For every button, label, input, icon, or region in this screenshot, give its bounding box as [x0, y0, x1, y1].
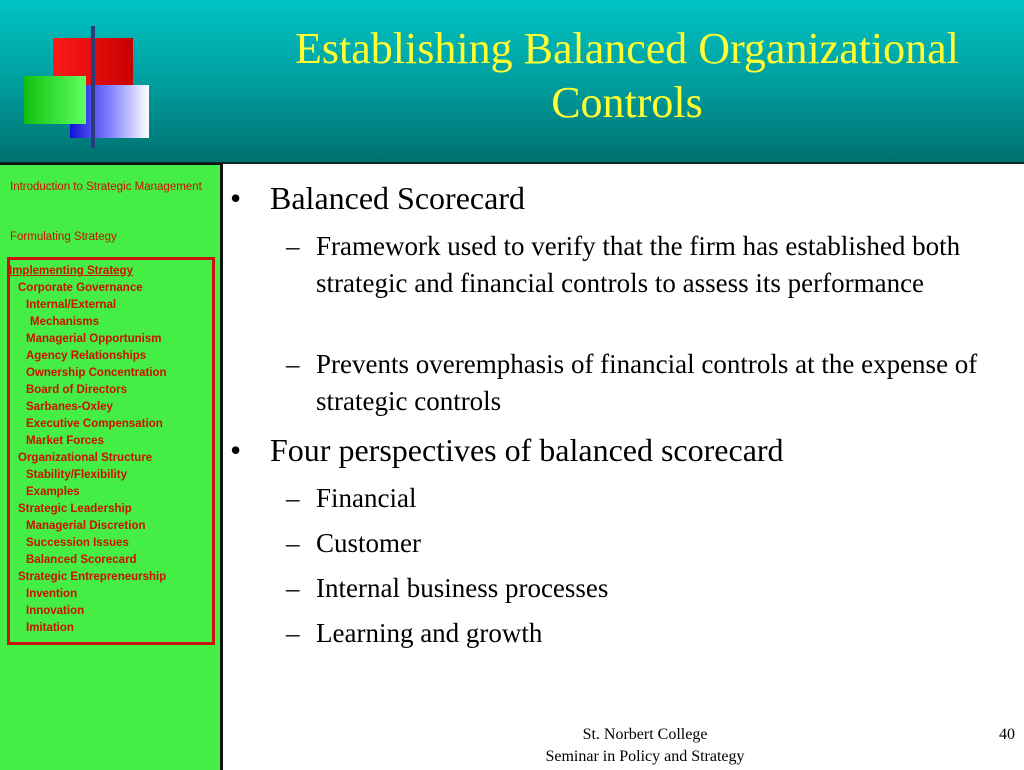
dash-marker: – — [286, 231, 300, 261]
slide-header — [0, 0, 1024, 164]
nav-subitem[interactable]: Managerial Discretion — [26, 520, 146, 532]
sub-bullet-text: Financial — [316, 483, 417, 513]
logo-green-square — [24, 76, 86, 124]
nav-subitem[interactable]: Sarbanes-Oxley — [26, 401, 113, 413]
nav-subitem[interactable]: Innovation — [26, 605, 85, 617]
sub-bullet-text: Customer — [316, 528, 421, 558]
nav-subitem[interactable]: Agency Relationships — [26, 350, 147, 362]
slide-footer — [470, 724, 820, 768]
slide-title: Establishing Balanced Organizational Controls — [295, 24, 959, 127]
nav-subitem[interactable]: Organizational Structure — [18, 452, 153, 464]
bullet-marker: • — [230, 432, 242, 468]
nav-subitem[interactable]: Executive Compensation — [26, 418, 163, 430]
college-logo — [0, 0, 160, 160]
sidebar-nav — [0, 163, 223, 770]
nav-subitem[interactable]: Stability/Flexibility — [26, 469, 127, 481]
nav-subitem[interactable]: Examples — [26, 486, 80, 498]
nav-subitem[interactable]: Strategic Entrepreneurship — [18, 571, 167, 583]
footer-course: Seminar in Policy and Strategy — [545, 748, 745, 765]
nav-item-intro[interactable]: Introduction to Strategic Management — [10, 181, 202, 193]
dash-marker: – — [286, 528, 300, 558]
nav-subitem[interactable]: Imitation — [26, 622, 74, 634]
nav-subitem[interactable]: Internal/External — [26, 299, 117, 311]
dash-marker: – — [286, 483, 300, 513]
nav-subitem[interactable]: Balanced Scorecard — [26, 554, 137, 566]
bullet-marker: • — [230, 180, 242, 216]
dash-marker: – — [286, 349, 300, 379]
sub-bullet-text: Prevents overemphasis of financial controls at the expense of strategic controls — [316, 349, 978, 416]
sub-bullet-text: Framework used to verify that the firm has established both strategic and financial controls to assess its performance — [316, 231, 961, 298]
nav-subitem[interactable]: Succession Issues — [26, 537, 129, 549]
dash-marker: – — [286, 573, 300, 603]
nav-item-implementing-selected[interactable]: Implementing Strategy — [9, 265, 133, 277]
nav-subsection-list — [0, 280, 215, 637]
footer-college: St. Norbert College — [582, 726, 708, 743]
nav-subitem[interactable]: Board of Directors — [26, 384, 127, 396]
nav-subitem[interactable]: Invention — [26, 588, 78, 600]
nav-item-formulating[interactable]: Formulating Strategy — [10, 231, 117, 243]
nav-subitem[interactable]: Ownership Concentration — [26, 367, 167, 379]
slide-body — [226, 168, 1016, 688]
nav-subitem[interactable]: Managerial Opportunism — [26, 333, 162, 345]
dash-marker: – — [286, 618, 300, 648]
logo-vertical-bar — [91, 26, 95, 148]
nav-subitem[interactable]: Strategic Leadership — [18, 503, 132, 515]
bullet-text: Balanced Scorecard — [270, 180, 525, 216]
sub-bullet-text: Learning and growth — [316, 618, 543, 648]
page-number: 40 — [999, 726, 1015, 743]
bullet-text: Four perspectives of balanced scorecard — [270, 432, 784, 468]
nav-subitem[interactable]: Mechanisms — [30, 316, 100, 328]
nav-subitem[interactable]: Corporate Governance — [18, 282, 143, 294]
nav-subitem[interactable]: Market Forces — [26, 435, 104, 447]
sub-bullet-text: Internal business processes — [316, 573, 609, 603]
